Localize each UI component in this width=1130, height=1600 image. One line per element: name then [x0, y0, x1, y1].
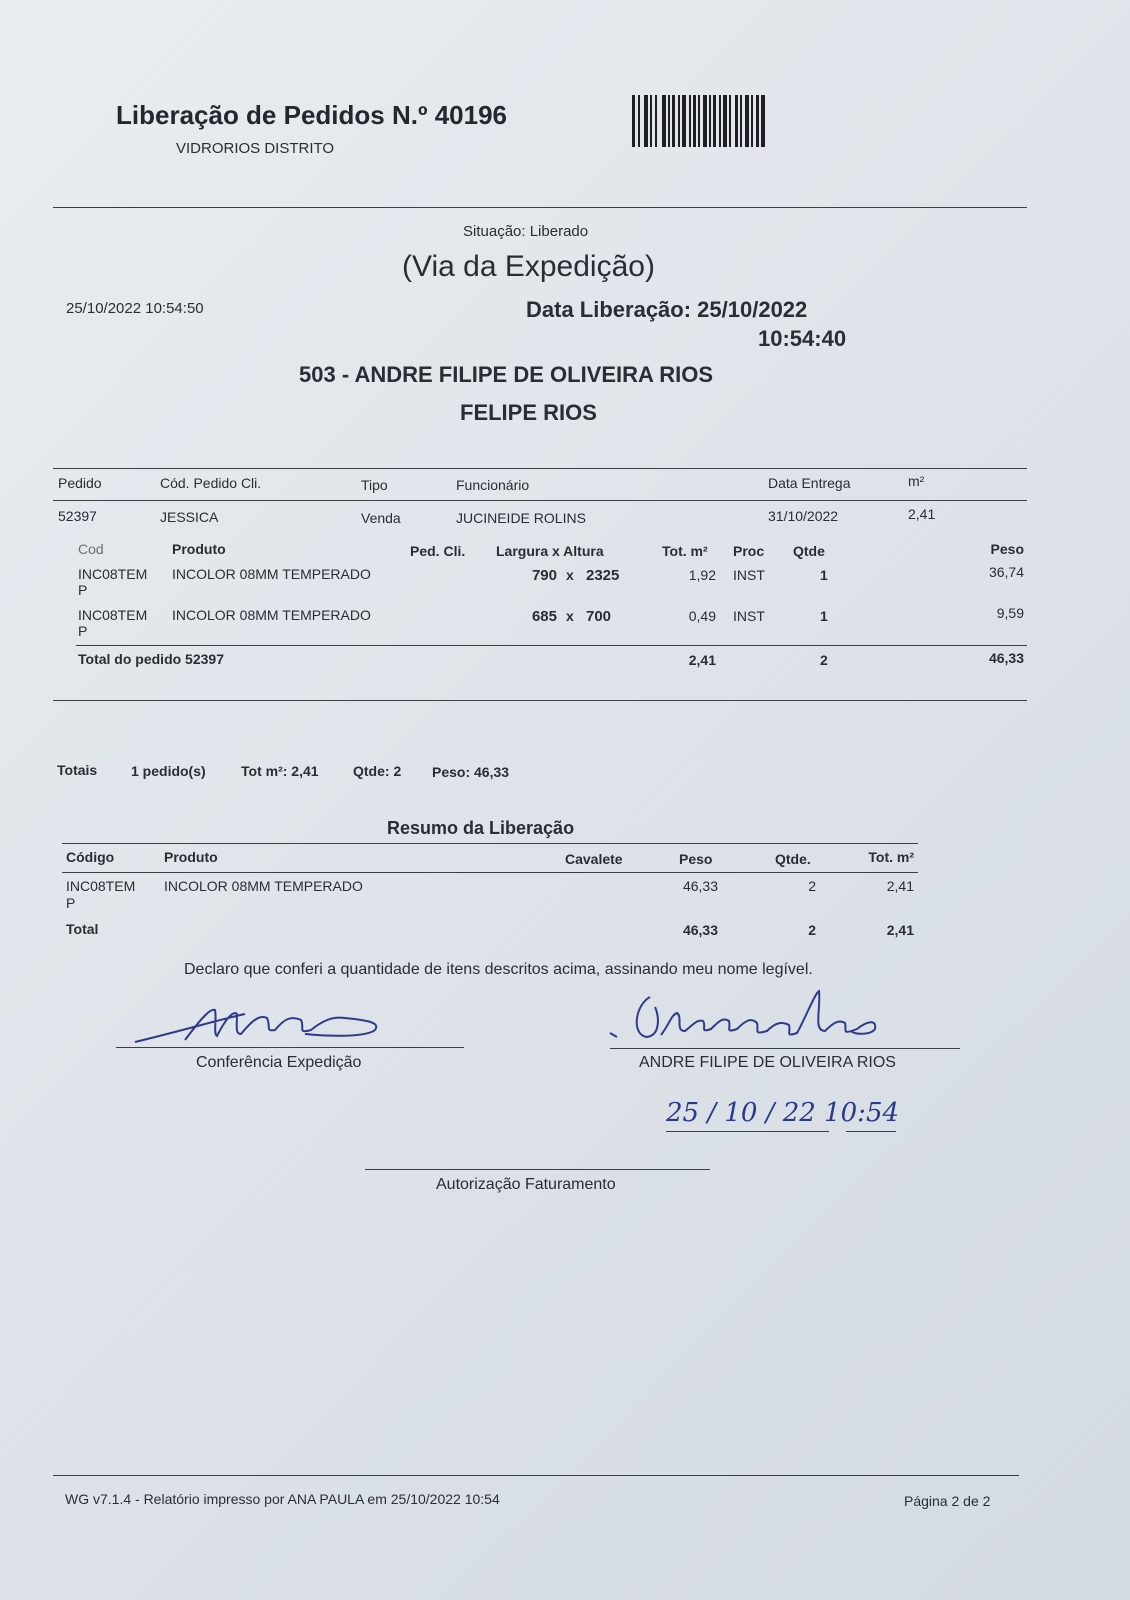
cell-altura: 2325 [586, 567, 620, 584]
right-signature-line [610, 1048, 960, 1049]
barcode [632, 95, 802, 147]
cell-peso: 9,59 [996, 605, 1024, 621]
cell-cod: INC08TEM [78, 566, 148, 582]
col-tipo-header: Tipo [361, 477, 388, 493]
orders-table-top-line [53, 468, 1027, 469]
col-proc-header: Proc [733, 543, 765, 559]
items-total-line [76, 645, 1027, 646]
cell-cod: INC08TEM [78, 607, 148, 623]
summary-header-line [62, 872, 918, 873]
summary-col-cavalete-header: Cavalete [565, 851, 623, 867]
totals-qtde: Qtde: 2 [353, 763, 402, 779]
order-total-qtde: 2 [820, 652, 828, 668]
col-m2-header: m² [908, 473, 925, 489]
summary-cell-codigo: INC08TEM [66, 878, 136, 894]
cell-proc: INST [733, 567, 765, 583]
summary-col-codigo-header: Código [66, 849, 115, 865]
data-liberacao-date: Data Liberação: 25/10/2022 [526, 297, 808, 322]
items-bottom-line [53, 700, 1027, 701]
order-total-label: Total do pedido 52397 [78, 651, 224, 667]
totals-tot-m2: Tot m²: 2,41 [241, 763, 319, 779]
cell-data-entrega: 31/10/2022 [768, 508, 839, 524]
summary-cell-codigo-cont: P [66, 895, 76, 911]
summary-col-qtde-header: Qtde. [775, 851, 811, 867]
summary-total-peso: 46,33 [682, 922, 718, 938]
col-pedido-header: Pedido [58, 475, 102, 491]
summary-col-produto-header: Produto [164, 849, 218, 865]
order-total-peso: 46,33 [988, 650, 1024, 666]
header-divider [53, 207, 1027, 208]
cell-peso: 36,74 [988, 564, 1024, 580]
summary-cell-qtde: 2 [808, 878, 816, 894]
cell-tot-m2: 1,92 [688, 567, 716, 583]
cell-qtde: 1 [820, 608, 828, 624]
col-tot-m2-header: Tot. m² [662, 543, 708, 559]
cell-cod-cont: P [78, 623, 88, 639]
col-largura-altura-header: Largura x Altura [496, 543, 604, 559]
col-produto-header: Produto [172, 541, 226, 557]
summary-total-label: Total [66, 921, 99, 937]
cell-produto: INCOLOR 08MM TEMPERADO [172, 566, 371, 582]
cell-x: x [566, 567, 574, 583]
totals-label: Totais [57, 762, 98, 778]
summary-cell-produto: INCOLOR 08MM TEMPERADO [164, 878, 363, 894]
document-title: Liberação de Pedidos N.º 40196 [116, 100, 507, 130]
handwritten-date: 25 / 10 / 22 10:54 [666, 1098, 900, 1128]
company-name: VIDRORIOS DISTRITO [176, 140, 335, 157]
right-signature-caption: ANDRE FILIPE DE OLIVEIRA RIOS [639, 1054, 896, 1071]
col-qtde-header: Qtde [793, 543, 825, 559]
cell-tipo: Venda [361, 510, 401, 526]
totals-peso: Peso: 46,33 [432, 764, 510, 780]
col-funcionario-header: Funcionário [456, 477, 530, 493]
totals-pedidos: 1 pedido(s) [131, 763, 206, 779]
cell-cod-cont: P [78, 582, 88, 598]
order-total-m2: 2,41 [688, 652, 716, 668]
summary-cell-tot-m2: 2,41 [886, 878, 914, 894]
footer-divider [53, 1475, 1019, 1476]
cell-x: x [566, 608, 574, 624]
summary-cell-peso: 46,33 [682, 878, 718, 894]
col-ped-cli-header: Ped. Cli. [410, 543, 466, 559]
client-name: 503 - ANDRE FILIPE DE OLIVEIRA RIOS [299, 362, 713, 387]
summary-total-tot-m2: 2,41 [886, 922, 914, 938]
cell-largura: 685 [531, 608, 557, 625]
left-signature-line [116, 1047, 464, 1048]
left-signature-caption: Conferência Expedição [196, 1054, 362, 1071]
status-situacao: Situação: Liberado [463, 223, 589, 240]
declaration-text: Declaro que conferi a quantidade de itens descritos acima, assinando meu nome legível. [184, 961, 813, 978]
col-peso-header: Peso [990, 541, 1024, 557]
data-liberacao-time: 10:54:40 [758, 326, 847, 351]
summary-col-tot-m2-header: Tot. m² [868, 849, 914, 865]
via-title: (Via da Expedição) [402, 250, 655, 283]
col-cod-pedido-cli-header: Cód. Pedido Cli. [160, 475, 262, 491]
cell-proc: INST [733, 608, 765, 624]
col-cod-header: Cod [78, 541, 104, 557]
summary-top-line [62, 843, 918, 844]
cell-tot-m2: 0,49 [688, 608, 716, 624]
orders-table-header-line [53, 500, 1027, 501]
cell-altura: 700 [586, 608, 612, 625]
footer-printed-by: WG v7.1.4 - Relatório impresso por ANA PAULA em 25/10/2022 10:54 [65, 1491, 500, 1507]
footer-page-number: Página 2 de 2 [904, 1493, 991, 1509]
cell-m2: 2,41 [908, 506, 936, 522]
authorization-line [365, 1169, 710, 1170]
right-signature [605, 985, 905, 1055]
cell-pedido: 52397 [58, 508, 97, 524]
cell-largura: 790 [531, 567, 557, 584]
summary-col-peso-header: Peso [679, 851, 713, 867]
summary-title: Resumo da Liberação [387, 818, 575, 838]
cell-cod-pedido-cli: JESSICA [160, 509, 219, 525]
handwritten-date-underline [666, 1131, 829, 1132]
authorization-caption: Autorização Faturamento [436, 1176, 616, 1193]
cell-funcionario: JUCINEIDE ROLINS [456, 510, 586, 526]
col-data-entrega-header: Data Entrega [768, 475, 851, 491]
client-nickname: FELIPE RIOS [460, 400, 597, 425]
cell-produto: INCOLOR 08MM TEMPERADO [172, 607, 371, 623]
left-signature [125, 1000, 395, 1050]
handwritten-time-underline [846, 1131, 896, 1132]
summary-total-qtde: 2 [808, 922, 816, 938]
cell-qtde: 1 [820, 567, 828, 583]
printed-datetime: 25/10/2022 10:54:50 [66, 300, 204, 317]
